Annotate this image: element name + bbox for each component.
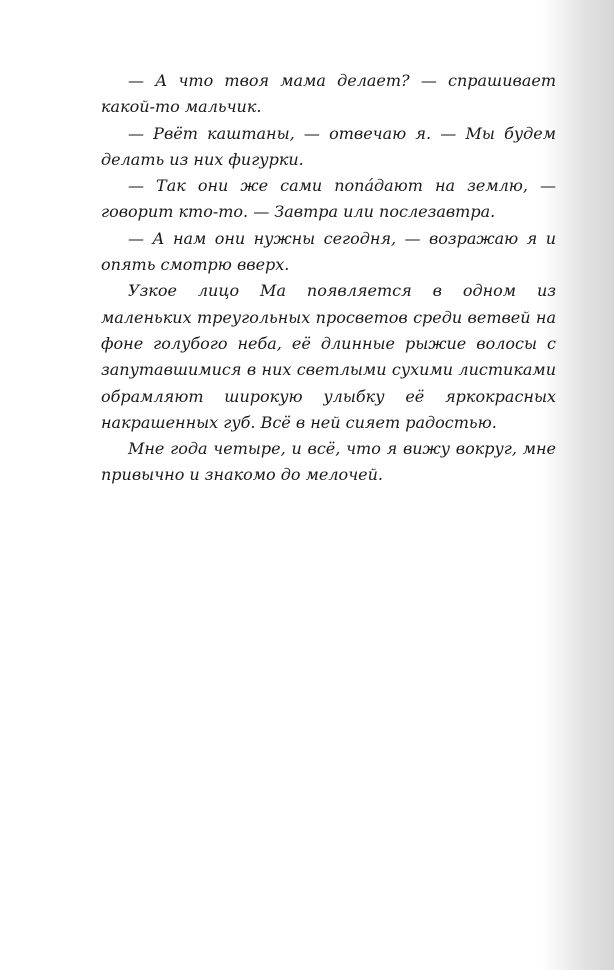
- page-text: [101, 68, 556, 489]
- paragraph-dialogue-1: — А что твоя мама делает? — спрашивает какой-то мальчик.: [101, 71, 556, 117]
- paragraph-dialogue-2: — Рвёт каштаны, — отвечаю я. — Мы будем делать из них фигурки.: [101, 123, 556, 169]
- paragraph-dialogue-3: — Так они же сами попáдают на землю, — говорит кто-то. — Завтра или послезавтра.: [101, 176, 556, 222]
- paragraph-narration-2: Мне года четыре, и всё, что я вижу вокруг, мне привычно и знакомо до мелочей.: [101, 439, 556, 485]
- paragraph-dialogue-4: — А нам они нужны сегодня, — возражаю я и опять смотрю вверх.: [101, 228, 556, 275]
- paragraph-narration-1: Узкое лицо Ма появляется в одном из маленьких треугольных просветов среди ветвей на фоне голубого неба, её длинные рыжие волосы с запутавшимися в них светлыми сухими листиками обрамляют широкую улыбку её яркокрасных накрашенных губ. Всё в ней сияет радостью.: [101, 281, 556, 432]
